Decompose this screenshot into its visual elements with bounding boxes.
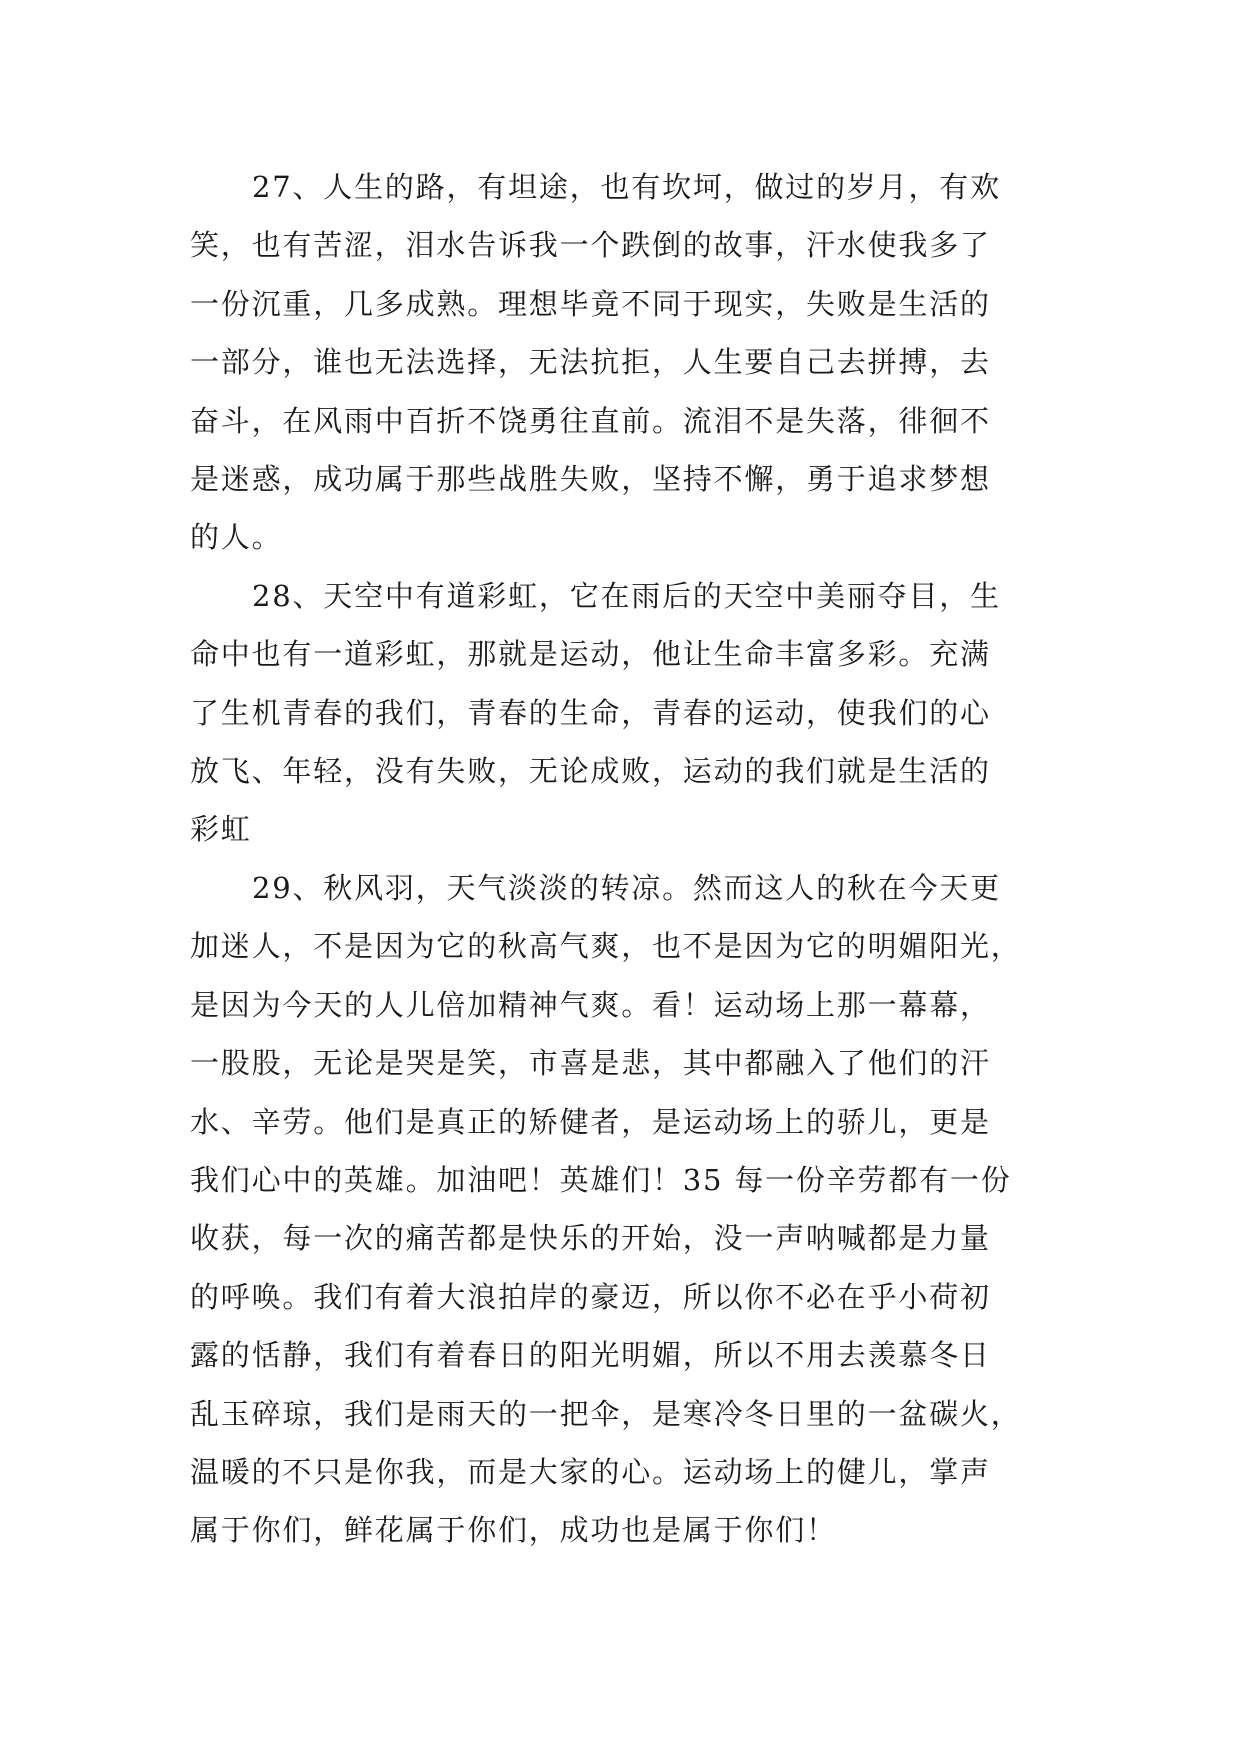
paragraph-27: 27、人生的路，有坦途，也有坎坷，做过的岁月，有欢 笑，也有苦涩，泪水告诉我一个跌倒的故事，汗水使我多了 一份沉重，几多成熟。理想毕竟不同于现实，失败是生活的 一部分，谁也无法选择，无法抗拒，人生要自己去拼搏，去 奋斗，在风雨中百折不饶勇往直前。流泪不是失落，徘徊不 是迷惑，成功属于那些战胜失败，坚持不懈，勇于追求梦想 的人。 [190, 170, 1001, 555]
paragraph-29: 29、秋风羽，天气淡淡的转凉。然而这人的秋在今天更 加迷人，不是因为它的秋高气爽，也不是因为它的明媚阳光， 是因为今天的人儿倍加精神气爽。看！运动场上那一幕幕， 一股股，无论是哭是笑，市喜是悲，其中都融入了他们的汗 水、辛劳。他们是真正的矫健者，是运动场上的骄儿，更是 我们心中的英雄。加油吧！英雄们！35 每一份辛劳都有一份 收获，每一次的痛苦都是快乐的开始，没一声呐喊都是力量 的呼唤。我们有着大浪拍岸的豪迈，所以你不必在乎小荷初 露的恬静，我们有着春日的阳光明媚，所以不用去羡慕冬日 乱玉碎琼，我们是雨天的一把伞，是寒冷冬日里的一盆碳火， 温暖的不只是你我，而是大家的心。运动场上的健儿，掌声 属于你们，鲜花属于你们，成功也是属于你们！ [190, 870, 1022, 1548]
paragraph-28: 28、天空中有道彩虹，它在雨后的天空中美丽夺目，生 命中也有一道彩虹，那就是运动，他让生命丰富多彩。充满 了生机青春的我们，青春的生命，青春的运动，使我们的心 放飞、年轻，没有失败，无论成败，运动的我们就是生活的 彩虹 [190, 578, 1001, 847]
document-body [190, 158, 1060, 1560]
